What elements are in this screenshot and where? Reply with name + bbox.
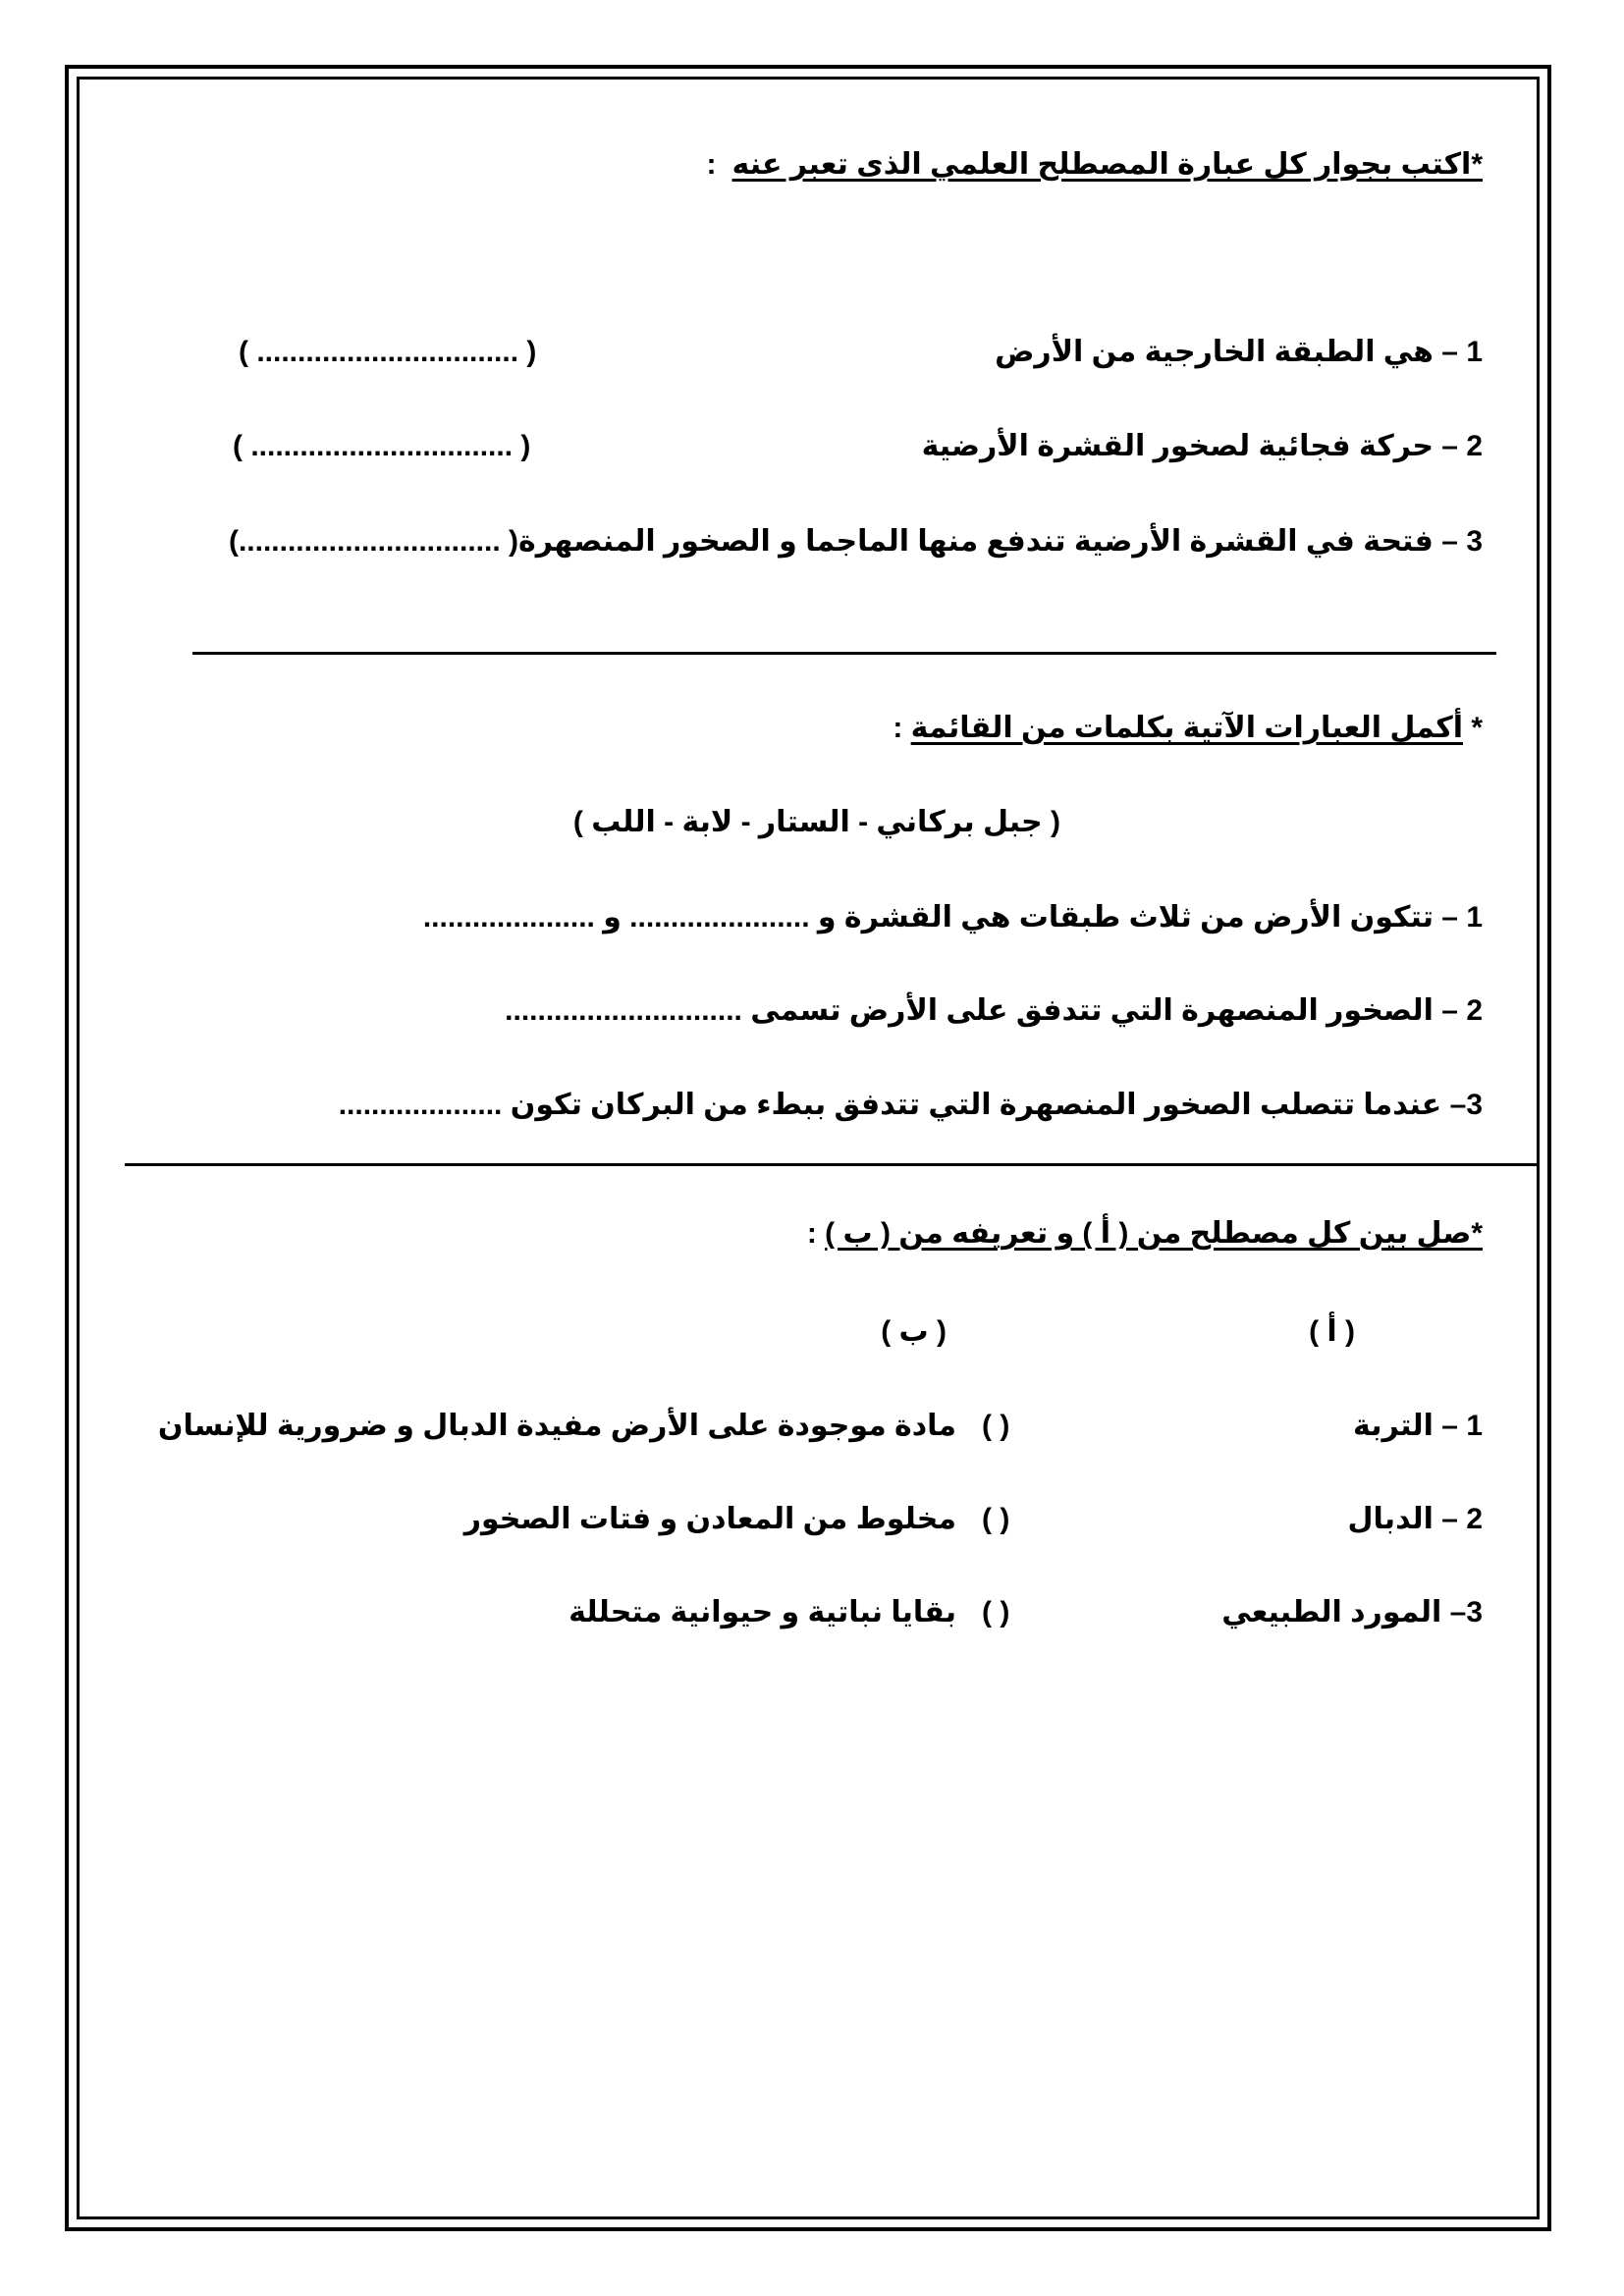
section2-heading-colon: : xyxy=(893,712,911,744)
section3-heading: *صل بين كل مصطلح من ( أ ) و تعريفه من ( ب ) xyxy=(825,1217,1483,1250)
match-definition-2: مخلوط من المعادن و فتات الصخور xyxy=(463,1503,956,1535)
match-answer-box-3[interactable]: ( ) xyxy=(982,1596,1010,1629)
match-definition-1: مادة موجودة على الأرض مفيدة الدبال و ضرورية للإنسان xyxy=(157,1410,956,1442)
page-border-inner xyxy=(77,77,1540,2219)
match-term-3: 3– المورد الطبيعي xyxy=(1221,1596,1483,1629)
section1-item-3: 3 – فتحة في القشرة الأرضية تندفع منها الماجما و الصخور المنصهرة( ................................) xyxy=(228,525,1483,558)
word-bank: ( جبل بركاني - الستار - لابة - اللب ) xyxy=(572,806,1060,838)
section3-heading-colon: : xyxy=(806,1217,826,1250)
column-b-header: ( ب ) xyxy=(881,1315,947,1348)
section-divider-1 xyxy=(192,652,1496,655)
section2-item-3: 3– عندما تتصلب الصخور المنصهرة التي تتدفق ببطء من البركان تكون .................... xyxy=(338,1089,1483,1121)
section1-item-1-blank[interactable]: ( ................................ ) xyxy=(239,336,537,368)
column-a-header: ( أ ) xyxy=(1309,1315,1355,1348)
match-term-2: 2 – الدبال xyxy=(1347,1503,1483,1535)
section2-heading: أكمل العبارات الآتية بكلمات من القائمة xyxy=(910,712,1463,744)
section2-item-1: 1 – تتكون الأرض من ثلاث طبقات هي القشرة و ...................... و ..................... xyxy=(422,901,1483,934)
section1-item-1: 1 – هي الطبقة الخارجية من الأرض xyxy=(995,336,1483,368)
section1-item-2-blank[interactable]: ( ................................ ) xyxy=(233,430,531,462)
section1-heading: *اكتب بجوار كل عبارة المصطلح العلمي الذى تعبر عنه xyxy=(731,148,1483,181)
section3-heading-line xyxy=(807,1219,1483,1249)
section1-item-2: 2 – حركة فجائية لصخور القشرة الأرضية xyxy=(921,430,1483,462)
section2-heading-star: * xyxy=(1462,712,1483,744)
match-definition-3: بقايا نباتية و حيوانية متحللة xyxy=(568,1596,956,1629)
section2-item-2: 2 – الصخور المنصهرة التي تتدفق على الأرض تسمى ............................. xyxy=(505,994,1483,1027)
match-answer-box-1[interactable]: ( ) xyxy=(982,1410,1010,1442)
section1-heading-colon: : xyxy=(706,148,717,181)
section2-heading-line xyxy=(893,714,1483,743)
match-term-1: 1 – التربة xyxy=(1353,1410,1483,1442)
section1-heading-line xyxy=(707,150,1483,180)
match-answer-box-2[interactable]: ( ) xyxy=(982,1503,1010,1535)
section-divider-2 xyxy=(125,1163,1537,1166)
